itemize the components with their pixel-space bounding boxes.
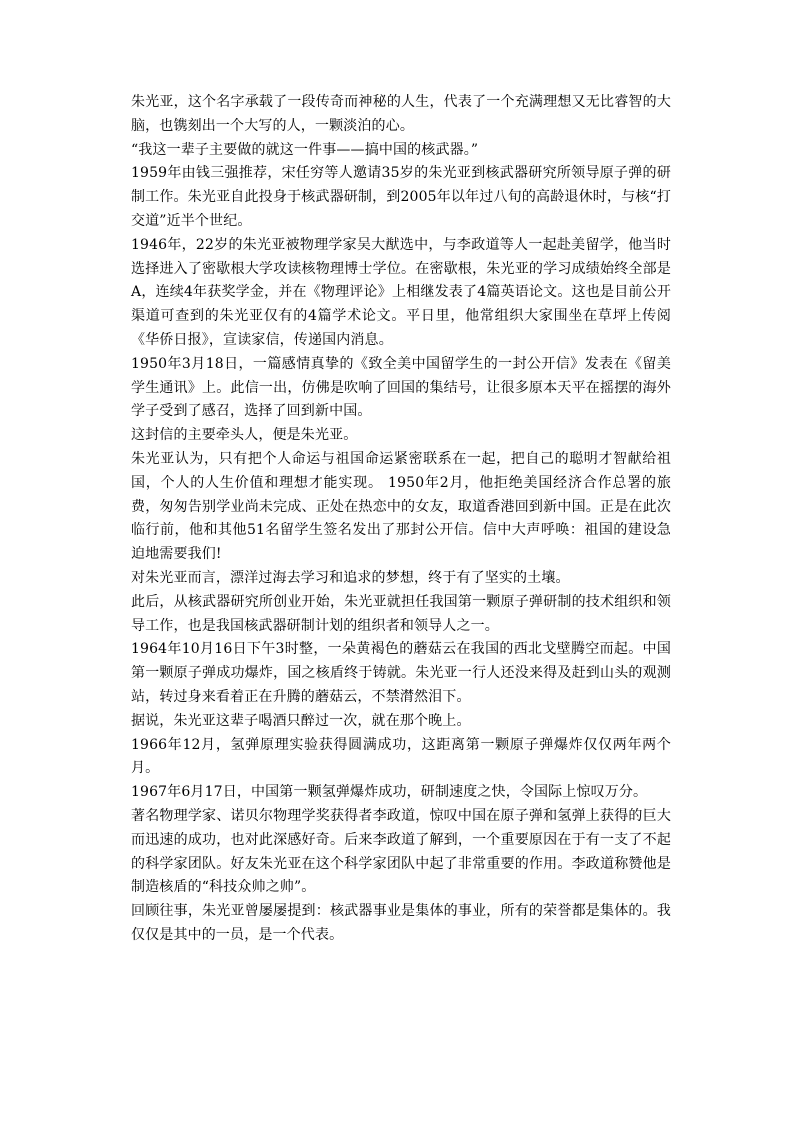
paragraph-1966: 1966年12月，氢弹原理实验获得圆满成功，这距离第一颗原子弹爆炸仅仅两年两个月。 <box>131 736 671 777</box>
paragraph-1946: 1946年，22岁的朱光亚被物理学家吴大猷选中，与李政道等人一起赴美留学，他当时选择进入了密歇根大学攻读核物理博士学位。在密歇根，朱光亚的学习成绩始终全部是A，连续4年获奖学金，并在《物理评论》上相继发表了4篇英语论文。这也是目前公开渠道可查到的朱光亚仅有的4篇学术论文。平日里，他常组织大家围坐在草坪上传阅《华侨日报》，宣读家信，传递国内消息。 <box>131 236 671 348</box>
paragraph-dream: 对朱光亚而言，漂洋过海去学习和追求的梦想，终于有了坚实的土壤。 <box>131 569 570 586</box>
paragraph-closing: 回顾往事，朱光亚曾屡屡提到：核武器事业是集体的事业，所有的荣誉都是集体的。我仅仅是其中的一员，是一个代表。 <box>131 903 671 943</box>
article-body <box>131 91 671 948</box>
paragraph-lee: 著名物理学家、诺贝尔物理学奖获得者李政道，惊叹中国在原子弹和氢弹上获得的巨大而迅速的成功，也对此深感好奇。后来李政道了解到，一个重要原因在于有一支了不起的科学家团队。好友朱光亚在这个科学家团队中起了非常重要的作用。李政道称赞他是制造核盾的“科技众帅之帅”。 <box>131 807 671 896</box>
paragraph-drunk: 据说，朱光亚这辈子喝酒只醉过一次，就在那个晚上。 <box>131 712 471 729</box>
paragraph-1967: 1967年6月17日，中国第一颗氢弹爆炸成功，研制速度之快，令国际上惊叹万分。 <box>131 784 648 801</box>
paragraph-1950-letter: 1950年3月18日，一篇感情真挚的《致全美中国留学生的一封公开信》发表在《留美学生通讯》上。此信一出，仿佛是吹响了回国的集结号，让很多原本天平在摇摆的海外学子受到了感召，选择了回到新中国。 <box>131 355 671 420</box>
paragraph-return: 朱光亚认为，只有把个人命运与祖国命运紧密联系在一起，把自己的聪明才智献给祖国，个人的人生价值和理想才能实现。 1950年2月，他拒绝美国经济合作总署的旅费，匆匆告别学业尚未完成、正处在热恋中的女友，取道香港回到新中国。正是在此次临行前，他和其他51名留学生签名发出了那封公开信。信中大声呼唤：祖国的建设急迫地需要我们! <box>131 450 671 563</box>
paragraph-1959: 1959年由钱三强推荐，宋任穷等人邀请35岁的朱光亚到核武器研究所领导原子弹的研制工作。朱光亚自此投身于核武器研制，到2005年以年过八旬的高龄退休时，与核“打交道”近半个世纪。 <box>131 165 671 229</box>
paragraph-intro: 朱光亚，这个名字承载了一段传奇而神秘的人生，代表了一个充满理想又无比睿智的大脑，也镌刻出一个大写的人，一颗淡泊的心。 <box>131 94 671 134</box>
paragraph-1964: 1964年10月16日下午3时整，一朵黄褐色的蘑菇云在我国的西北戈壁腾空而起。中国第一颗原子弹成功爆炸，国之核盾终于铸就。朱光亚一行人还没来得及赶到山头的观测站，转过身来看着正在升腾的蘑菇云，不禁潸然泪下。 <box>131 641 671 705</box>
paragraph-leadership: 此后，从核武器研究所创业开始，朱光亚就担任我国第一颗原子弹研制的技术组织和领导工作，也是我国核武器研制计划的组织者和领导人之一。 <box>131 593 671 634</box>
paragraph-letter-leader: 这封信的主要牵头人，便是朱光亚。 <box>131 427 358 444</box>
paragraph-quote: “我这一辈子主要做的就这一件事——搞中国的核武器。” <box>131 141 479 158</box>
